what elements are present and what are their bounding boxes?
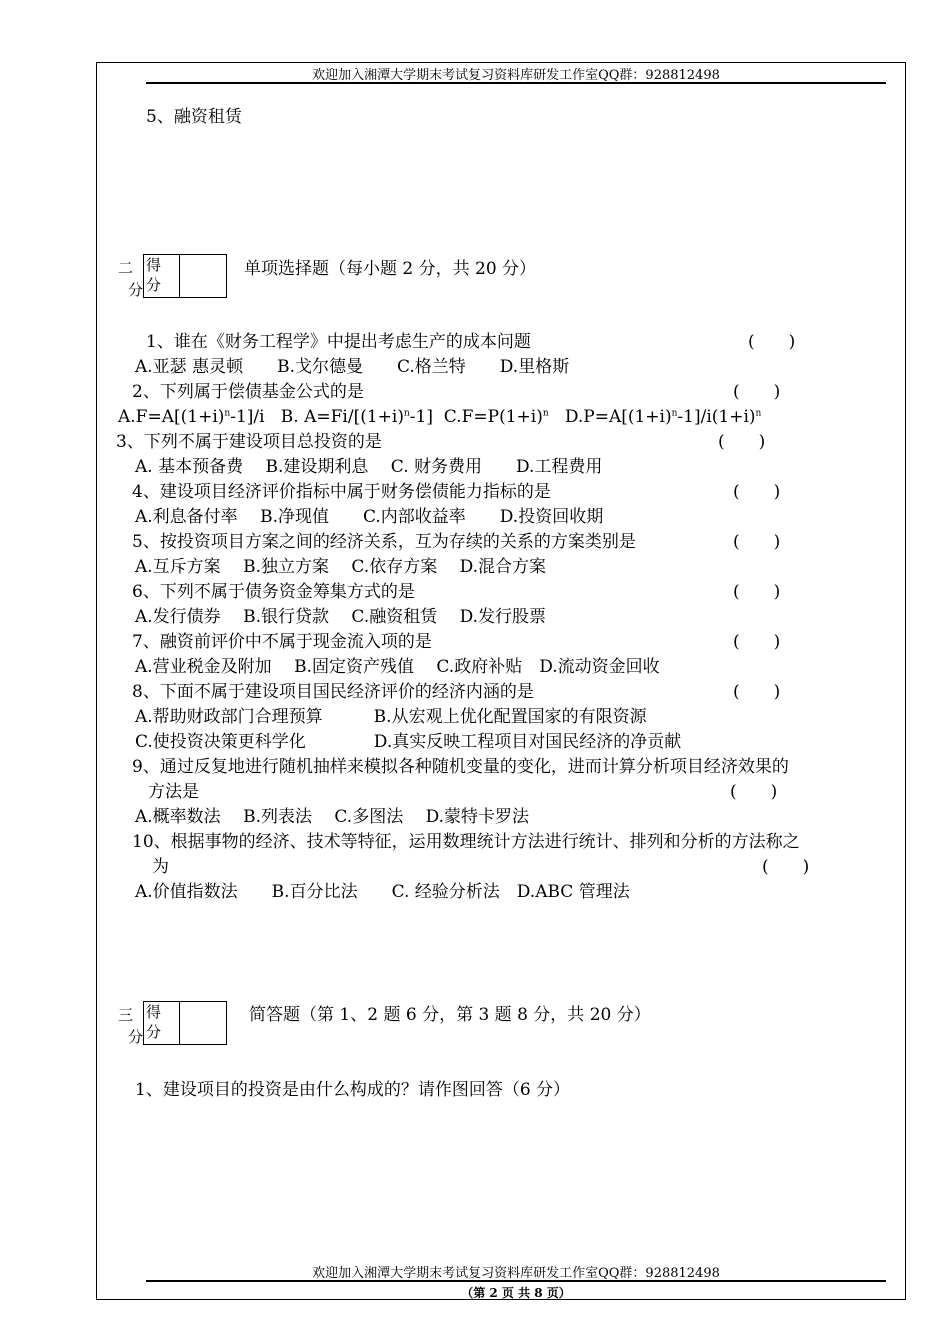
answer-blank-3: ( ) — [718, 432, 766, 452]
answer-blank-4: ( ) — [733, 482, 781, 502]
options-7: A.营业税金及附加 B.固定资产残值 C.政府补贴 D.流动资金回收 — [135, 657, 660, 677]
answer-blank-1: ( ) — [748, 332, 796, 352]
options-9: A.概率数法 B.列表法 C.多图法 D.蒙特卡罗法 — [135, 807, 530, 827]
page-footer: 欢迎加入湘潭大学期末考试复习资料库研发工作室QQ群：928812498 — [312, 1266, 720, 1281]
answer-blank-2: ( ) — [733, 382, 781, 402]
question-10: 10、根据事物的经济、技术等特征，运用数理统计方法进行统计、排列和分析的方法称之 — [132, 832, 800, 852]
section-number: 三 — [118, 1006, 134, 1024]
question-2: 2、下列属于偿债基金公式的是 — [132, 382, 364, 402]
answer-blank-7: ( ) — [733, 632, 781, 652]
page-number: （第 2 页 共 8 页） — [461, 1286, 571, 1300]
answer-blank-9: ( ) — [730, 782, 778, 802]
score-label-right: 分 — [128, 1028, 144, 1046]
question-9: 9、通过反复地进行随机抽样来模拟各种随机变量的变化，进而计算分析项目经济效果的 — [132, 757, 789, 777]
score-box — [143, 254, 227, 298]
footer-rule — [146, 1280, 886, 1282]
score-label: 得 分 — [144, 255, 180, 297]
section-title: 简答题（第 1、2 题 6 分，第 3 题 8 分，共 20 分） — [249, 1005, 651, 1025]
question-6: 6、下列不属于债务资金筹集方式的是 — [132, 582, 415, 602]
score-box — [143, 1001, 227, 1045]
options-5: A.互斥方案 B.独立方案 C.依存方案 D.混合方案 — [135, 557, 547, 577]
options-6: A.发行债券 B.银行贷款 C.融资租赁 D.发行股票 — [135, 607, 547, 627]
question-4: 4、建设项目经济评价指标中属于财务偿债能力指标的是 — [132, 482, 551, 502]
options-10: A.价值指数法 B.百分比法 C. 经验分析法 D.ABC 管理法 — [135, 882, 630, 902]
answer-blank-8: ( ) — [733, 682, 781, 702]
header-rule — [146, 82, 886, 84]
score-label: 得 分 — [144, 1002, 180, 1044]
options-8a: A.帮助财政部门合理预算 B.从宏观上优化配置国家的有限资源 — [135, 707, 647, 727]
question-1: 1、谁在《财务工程学》中提出考虑生产的成本问题 — [146, 332, 531, 352]
question-5: 5、按投资项目方案之间的经济关系，互为存续的关系的方案类别是 — [132, 532, 636, 552]
question-10-cont: 为 — [152, 857, 169, 877]
answer-blank-6: ( ) — [733, 582, 781, 602]
section-title: 单项选择题（每小题 2 分，共 20 分） — [244, 259, 537, 279]
score-label-right: 分 — [128, 281, 144, 299]
page-header: 欢迎加入湘潭大学期末考试复习资料库研发工作室QQ群：928812498 — [312, 68, 720, 83]
answer-blank-10: ( ) — [762, 857, 810, 877]
question-3: 3、下列不属于建设项目总投资的是 — [116, 432, 382, 452]
prev-item: 5、融资租赁 — [146, 107, 242, 127]
answer-blank-5: ( ) — [733, 532, 781, 552]
options-1: A.亚瑟 惠灵顿 B.戈尔德曼 C.格兰特 D.里格斯 — [135, 357, 570, 377]
options-8b: C.使投资决策更科学化 D.真实反映工程项目对国民经济的净贡献 — [135, 732, 682, 752]
question-7: 7、融资前评价中不属于现金流入项的是 — [132, 632, 432, 652]
options-3: A. 基本预备费 B.建设期利息 C. 财务费用 D.工程费用 — [135, 457, 603, 477]
options-4: A.利息备付率 B.净现值 C.内部收益率 D.投资回收期 — [135, 507, 604, 527]
question-9-cont: 方法是 — [148, 782, 199, 802]
options-2: $A.F=A[(1+i)^n-1]/i$ B. $A=Fi/[(1+i)^n-1]$ $C.F=P(1+i)^n$ $D.P=A[(1+i)^n-1]/i(1+i)^n$ — [118, 407, 762, 427]
question-8: 8、下面不属于建设项目国民经济评价的经济内涵的是 — [132, 682, 534, 702]
short-answer-question-1: 1、建设项目的投资是由什么构成的？请作图回答（6 分） — [135, 1080, 571, 1100]
section-number: 二 — [118, 259, 134, 277]
